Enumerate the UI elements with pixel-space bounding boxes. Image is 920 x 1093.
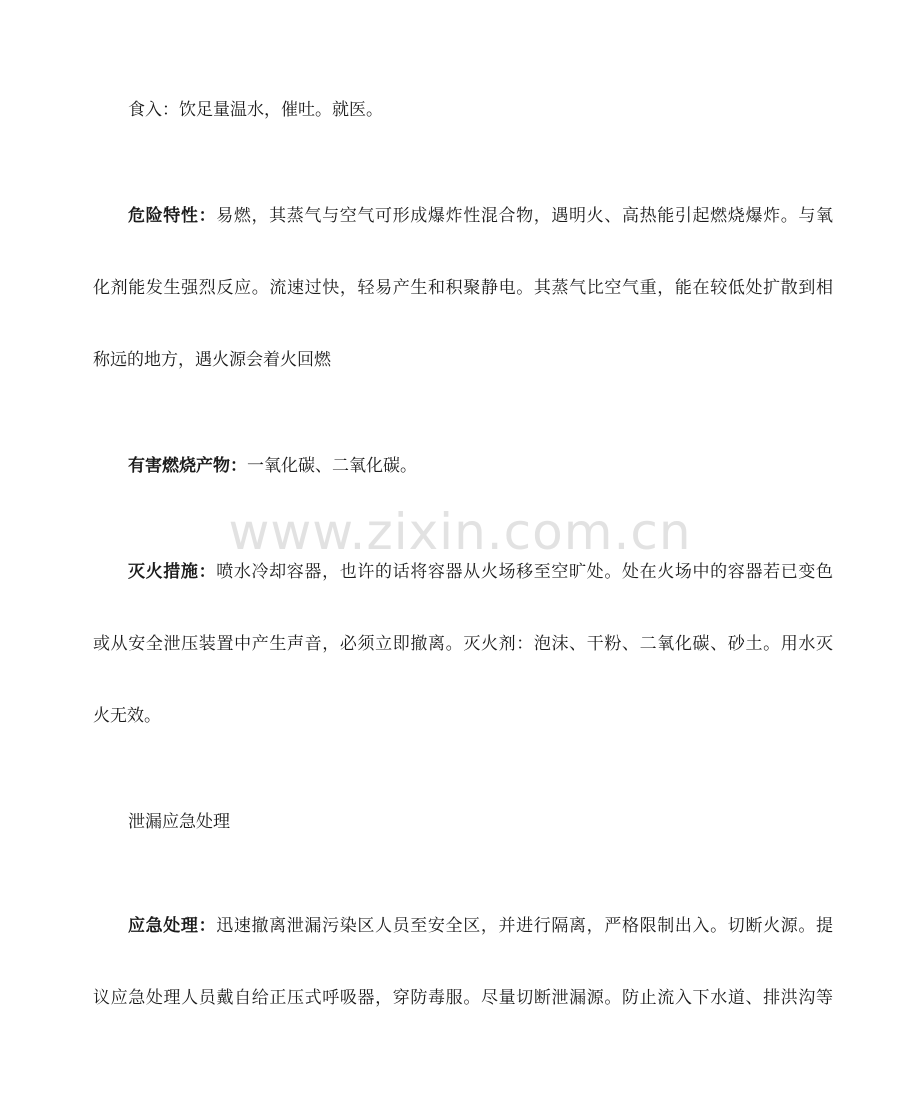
combustion-products-label: 有害燃烧产物： (128, 456, 247, 476)
emergency-paragraph-line-1 (128, 914, 833, 938)
leak-heading-text: 泄漏应急处理 (128, 812, 230, 832)
emergency-label: 应急处理： (128, 916, 217, 936)
combustion-products-paragraph (128, 454, 833, 478)
firefighting-label: 灭火措施： (128, 562, 217, 582)
firefighting-text-1: 喷水冷却容器，也许的话将容器从火场移至空旷处。处在火场中的容器若已变色 (216, 562, 833, 582)
firefighting-paragraph-line-3 (93, 704, 833, 728)
hazard-paragraph-line-2 (93, 276, 833, 300)
firefighting-text-3: 火无效。 (93, 706, 161, 726)
firefighting-text-2: 或从安全泄压装置中产生声音，必须立即撤离。灭火剂：泡沫、干粉、二氧化碳、砂土。用水灭 (93, 634, 833, 654)
emergency-text-1: 迅速撤离泄漏污染区人员至安全区，并进行隔离，严格限制出入。切断火源。提 (216, 916, 833, 936)
hazard-text-1: 易燃，其蒸气与空气可形成爆炸性混合物，遇明火、高热能引起燃烧爆炸。与氧 (216, 206, 833, 226)
watermark: www.zixin.com.cn (228, 503, 692, 561)
hazard-text-3: 称远的地方，遇火源会着火回燃 (93, 350, 331, 370)
emergency-text-2: 议应急处理人员戴自给正压式呼吸器，穿防毒服。尽量切断泄漏源。防止流入下水道、排洪沟等 (93, 988, 833, 1008)
ingestion-text: 食入：饮足量温水，催吐。就医。 (128, 100, 383, 120)
hazard-paragraph-line-1 (128, 204, 833, 228)
firefighting-paragraph-line-1 (128, 560, 833, 584)
combustion-products-text: 一氧化碳、二氧化碳。 (247, 456, 417, 476)
hazard-label: 危险特性： (128, 206, 217, 226)
ingestion-paragraph (128, 98, 833, 122)
hazard-paragraph-line-3 (93, 348, 833, 372)
leak-heading (128, 810, 833, 834)
hazard-text-2: 化剂能发生强烈反应。流速过快，轻易产生和积聚静电。其蒸气比空气重，能在较低处扩散到相 (93, 278, 833, 298)
firefighting-paragraph-line-2 (93, 632, 833, 656)
emergency-paragraph-line-2 (93, 986, 833, 1010)
